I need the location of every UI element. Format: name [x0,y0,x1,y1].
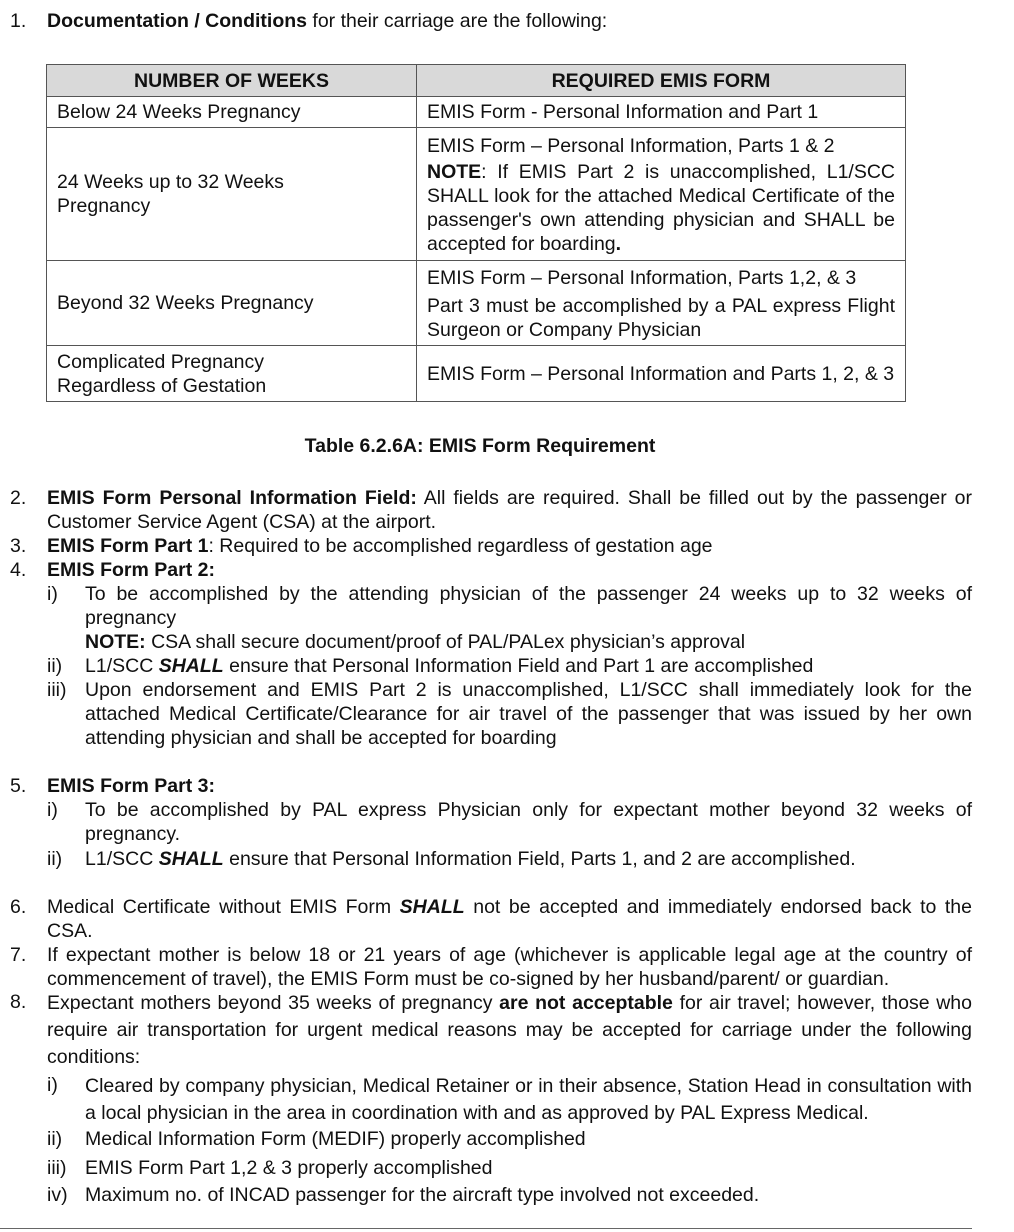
item-8-sub-iv: Maximum no. of INCAD passenger for the aircraft type involved not exceeded. [85,1184,760,1206]
item-number: 4. [10,559,27,581]
text-segment: Medical Certificate without EMIS Form [47,896,400,918]
table-header-weeks: NUMBER OF WEEKS [47,65,417,97]
item-5-heading [47,774,972,798]
item-1-bold: Documentation / Conditions [47,10,307,32]
subitem-number: ii) [47,655,63,677]
table-row [47,346,906,402]
item-3-text: : Required to be accomplished regardless of gestation age [208,535,713,557]
item-1-rest: for their carriage are the following: [306,10,608,32]
item-number: 3. [10,535,27,557]
item-4-sub-ii [85,654,972,678]
item-1-text [47,9,607,33]
item-5-sub-i: To be accomplished by PAL express Physician only for expectant mother beyond 32 weeks of pregnancy. [85,799,972,845]
table-header-form: REQUIRED EMIS FORM [417,65,906,97]
text-segment: Expectant mothers beyond 35 weeks of pregnancy [47,992,500,1014]
footer-divider [0,1228,972,1229]
note-label: NOTE [427,161,482,183]
subitem-number: i) [47,1074,58,1096]
table-cell-form-line: EMIS Form – Personal Information, Parts 1 & 2 [427,135,835,157]
subitem-number: iii) [47,1157,67,1179]
item-4-sub-i-note [85,630,972,654]
note-label: NOTE: [85,631,146,653]
item-3 [47,534,972,558]
subitem-number: iii) [47,679,67,701]
item-8-bold: are not acceptable [499,992,673,1014]
table-cell-weeks: 24 Weeks up to 32 Weeks Pregnancy [47,128,417,261]
item-8-sub-iii: EMIS Form Part 1,2 & 3 properly accomplished [85,1157,493,1179]
item-number: 6. [10,896,27,918]
item-4-bold: EMIS Form Part 2: [47,559,215,581]
item-4-heading [47,558,972,582]
table-cell-form: EMIS Form - Personal Information and Part 1 [417,97,906,128]
text-segment: ensure that Personal Information Field, Parts 1, and 2 are accomplished. [223,848,856,870]
item-6 [47,895,972,943]
table-cell-weeks: Complicated Pregnancy Regardless of Gestation [47,346,417,402]
item-5-bold: EMIS Form Part 3: [47,775,215,797]
item-4-sub-iii: Upon endorsement and EMIS Part 2 is unaccomplished, L1/SCC shall immediately look for the attached Medical Certificate/Clearance for air travel of the passenger that was issued by her own attending physician and shall be accepted for boarding [85,679,972,749]
table-cell-form [417,261,906,346]
subitem-number: ii) [47,848,63,870]
note-text: : If EMIS Part 2 is unaccomplished, L1/SCC SHALL look for the attached Medical Certificate of the passenger's own attending physician and SHALL be accepted for boarding [427,161,895,255]
item-8 [47,990,972,1071]
table-cell-weeks: Beyond 32 Weeks Pregnancy [47,261,417,346]
note-text: CSA shall secure document/proof of PAL/PALex physician’s approval [145,631,746,653]
text-segment: L1/SCC [85,655,159,677]
item-number: 5. [10,775,27,797]
text-segment: ensure that Personal Information Field and Part 1 are accomplished [223,655,814,677]
table-cell-form-line: EMIS Form – Personal Information, Parts 1,2, & 3 [427,267,857,289]
subitem-number: ii) [47,1128,63,1150]
table-row [47,128,906,261]
text-segment: L1/SCC [85,848,159,870]
item-5-sub-ii [85,847,972,871]
emphasis-shall: SHALL [158,848,224,870]
table-cell-form [417,128,906,261]
subitem-number: i) [47,799,58,821]
item-8-sub-i: Cleared by company physician, Medical Retainer or in their absence, Station Head in consultation with a local physician in the area in coordination with and as approved by PAL Express Medical. [85,1075,972,1124]
item-number: 1. [10,10,27,32]
table-cell-form: EMIS Form – Personal Information and Parts 1, 2, & 3 [417,346,906,402]
subitem-number: iv) [47,1184,68,1206]
note-end: . [615,233,622,255]
table-row [47,97,906,128]
item-2-text: All fields are required. Shall be filled out by the passenger or Customer Service Agent (CSA) at the airport. [47,487,972,533]
table-row [47,261,906,346]
table-header-row [47,65,906,97]
table-cell-form-line-2: Part 3 must be accomplished by a PAL express Flight Surgeon or Company Physician [427,295,895,341]
table-cell-note [427,160,895,256]
item-7: If expectant mother is below 18 or 21 years of age (whichever is applicable legal age at the country of commencement of travel), the EMIS Form must be co-signed by her husband/parent/ or guardian. [47,944,972,990]
emphasis-shall: SHALL [158,655,224,677]
emis-requirement-table [46,64,906,402]
item-number: 8. [10,991,27,1013]
item-2-bold: EMIS Form Personal Information Field: [47,487,417,509]
item-8-sub-ii: Medical Information Form (MEDIF) properly accomplished [85,1128,586,1150]
text-segment: not be accepted and immediately endorsed back to the CSA. [47,896,972,942]
emphasis-shall: SHALL [399,896,465,918]
item-3-bold: EMIS Form Part 1 [47,535,209,557]
text-segment: for air travel; however, those who require air transportation for urgent medical reasons may be accepted for carriage under the following conditions: [47,992,973,1068]
subitem-number: i) [47,583,58,605]
table-caption: Table 6.2.6A: EMIS Form Requirement [304,435,656,457]
table-cell-weeks: Below 24 Weeks Pregnancy [47,97,417,128]
item-number: 7. [10,944,27,966]
item-2 [47,486,972,534]
item-number: 2. [10,487,27,509]
item-4-sub-i: To be accomplished by the attending physician of the passenger 24 weeks up to 32 weeks of pregnancy [85,583,972,629]
